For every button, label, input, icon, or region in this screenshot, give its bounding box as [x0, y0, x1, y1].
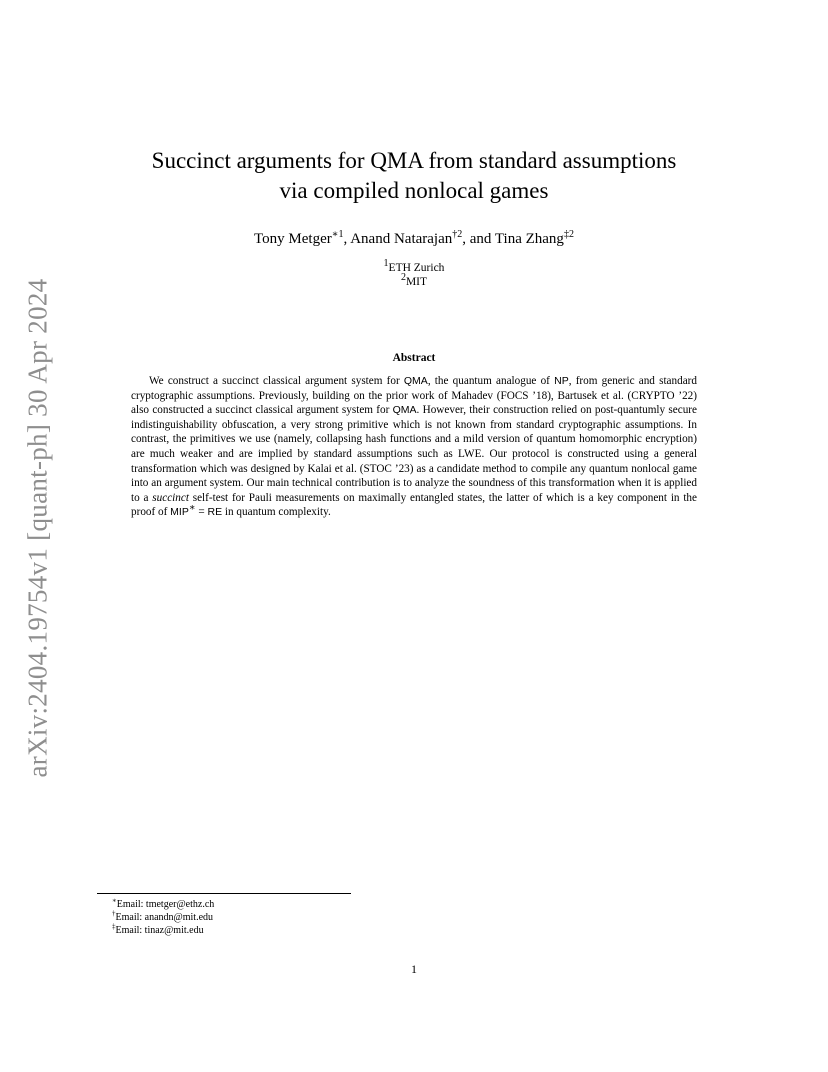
- affiliation-mark: 2: [400, 272, 406, 284]
- abstract-text: self-test for Pauli measurements on maximally entangled states, the latter of which is a key component in the proof of: [131, 491, 697, 519]
- author-name: Tony Metger: [254, 231, 332, 247]
- author-separator: , and: [462, 231, 495, 247]
- abstract-text: . However, their construction relied on post-quantumly secure indistinguishability obfuscation, a very strong primitive which is not known from standard cryptographic assumptions. In contrast, the primitives we use (namely, collapsing hash functions and a mild version of quantum homomorphic encryption) are much weaker and are implied by standard assumptions such as LWE. Our protocol is constructed using a general transformation which was designed by Kalai et al. (STOC ’23) as a candidate method to compile any quantum nonlocal game into an argument system. Our main technical contribution is to analyze the soundness of this transformation when it is applied to a: [131, 404, 698, 504]
- complexity-class-qma: QMA: [403, 375, 428, 387]
- abstract-text: We construct a succinct classical argument system for: [149, 375, 404, 387]
- footnote-mark: †: [112, 909, 116, 918]
- mip-star: ∗: [188, 502, 196, 514]
- complexity-class-qma: QMA: [392, 404, 417, 417]
- abstract-text: in quantum complexity.: [222, 506, 331, 519]
- author-name: Anand Natarajan: [350, 231, 453, 247]
- author-separator: ,: [343, 231, 351, 247]
- author-mark: †2: [452, 229, 463, 240]
- footnote-mark: ∗: [112, 896, 117, 905]
- title-line-2: via compiled nonlocal games: [279, 178, 549, 203]
- footnotes: [112, 898, 214, 937]
- complexity-class-np: NP: [554, 375, 569, 387]
- footnote: [112, 911, 214, 924]
- affiliation-name: MIT: [405, 276, 428, 288]
- footnote-text: Email: anandn@mit.edu: [115, 912, 214, 923]
- paper-title: [0, 146, 828, 206]
- author-name: Tina Zhang: [494, 231, 564, 247]
- complexity-class-mip: MIP: [170, 506, 189, 519]
- equals-sign: =: [195, 506, 208, 519]
- footnote: [112, 924, 214, 937]
- affiliation-mark: 1: [383, 258, 389, 270]
- page-number: 1: [411, 962, 417, 976]
- abstract-text: , the quantum analogue of: [427, 375, 555, 387]
- affiliation: [0, 272, 828, 289]
- author-mark: ‡2: [563, 229, 574, 240]
- title-line-1: Succinct arguments for QMA from standard assumptions: [151, 148, 677, 173]
- footnote-text: Email: tmetger@ethz.ch: [116, 899, 215, 910]
- footnote: [112, 898, 214, 911]
- arxiv-identifier-stamp: arXiv:2404.19754v1 [quant-ph] 30 Apr 2024: [22, 278, 53, 778]
- affiliation-name: ETH Zurich: [388, 262, 445, 274]
- abstract-heading: Abstract: [392, 352, 436, 364]
- affiliation: [0, 258, 828, 275]
- abstract-text: , from generic and standard cryptographic assumptions. Previously, building on the prior work of Mahadev (FOCS ’18), Bartusek et al. (CRYPTO ’22) also constructed a succinct classical argument system for: [131, 375, 697, 417]
- abstract-body: [131, 374, 697, 520]
- author-mark: ∗1: [331, 229, 344, 240]
- emphasis-succinct: succinct: [152, 491, 189, 504]
- author-list: [0, 229, 828, 249]
- footnote-divider: [97, 893, 351, 894]
- footnote-mark: ‡: [112, 922, 116, 931]
- footnote-text: Email: tinaz@mit.edu: [115, 925, 204, 936]
- complexity-class-re: RE: [207, 506, 223, 519]
- affiliations: [0, 258, 828, 289]
